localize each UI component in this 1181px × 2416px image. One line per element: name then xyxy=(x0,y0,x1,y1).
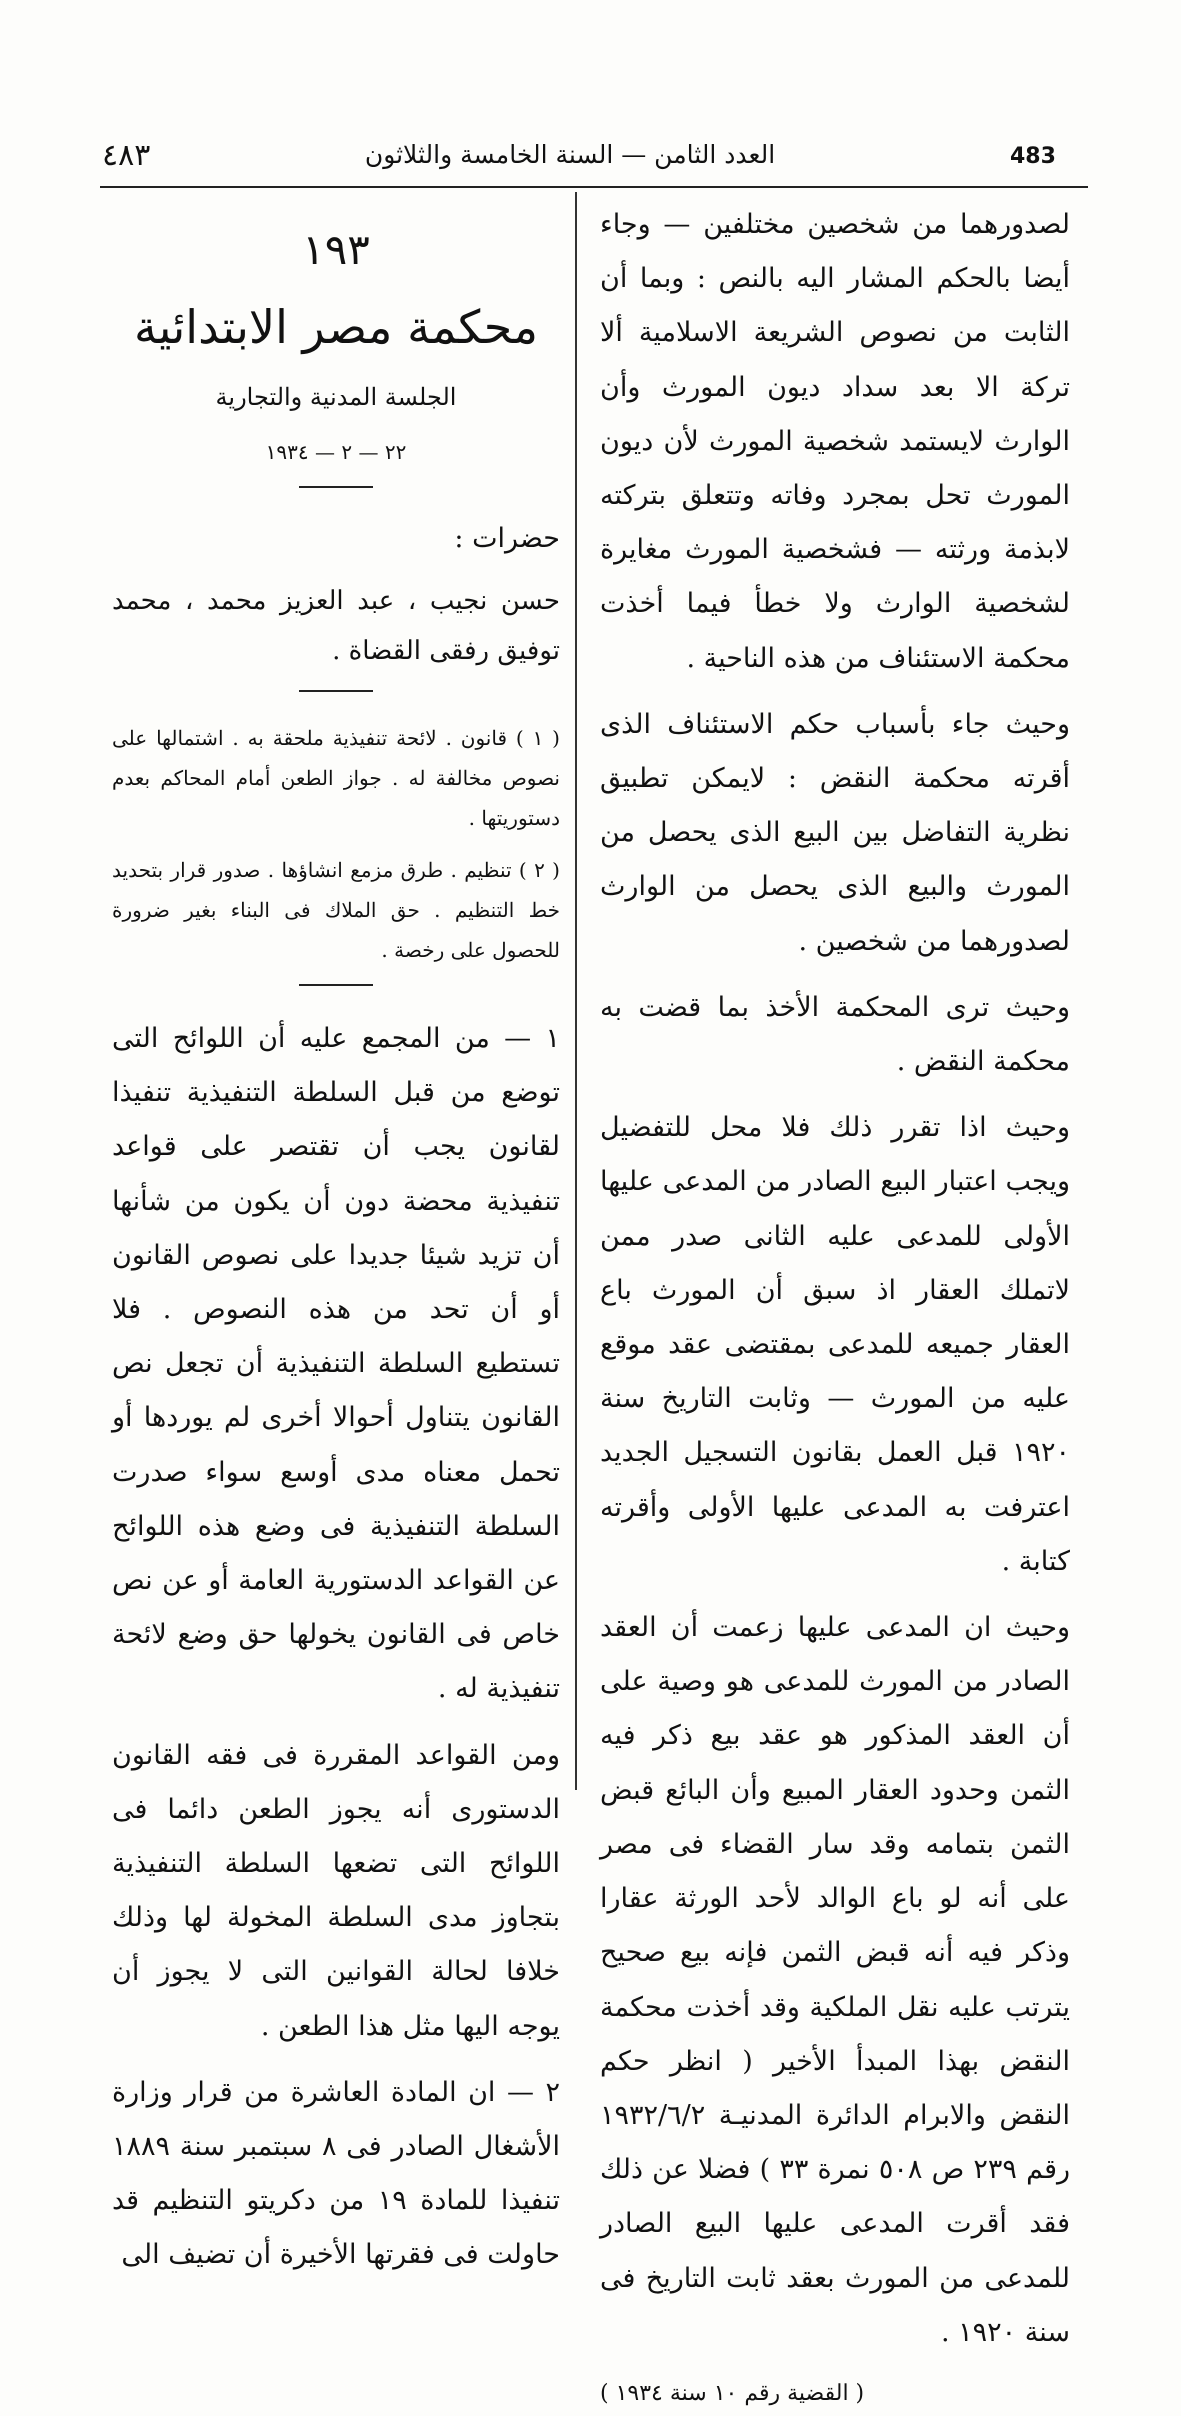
column-divider xyxy=(575,192,577,1790)
court-name: محكمة مصر الابتدائية xyxy=(133,300,539,354)
page-number-arabic: ٤٨٣ xyxy=(102,138,151,173)
section-rule xyxy=(299,486,373,488)
body-paragraph: لصدورهما من شخصين مختلفين — وجاء أيضا بالحكم المشار اليه بالنص : وبما أن الثابت من نصوص الشريعة الاسلامية ألا تركة الا بعد سداد ديون المورث وأن الوارث لايستمد شخصية المورث لأن ديون المورث تحل بمجرد وفاته وتتعلق بتركته لابذمة ورثته — فشخصية المورث مغايرة لشخصية الوارث ولا خطأ فيما أخذت محكمة الاستئناف من هذه الناحية . xyxy=(600,209,1070,674)
body-paragraph: وحيث اذا تقرر ذلك فلا محل للتفضيل ويجب اعتبار البيع الصادر من المدعى عليها الأولى للمدعى عليه الثانى صدر ممن لاتملك العقار اذ سبق أن المورث باع العقار جميعه للمدعى بمقتضى عقد موقع عليه من المورث — وثابت التاريخ سنة ١٩٢٠ قبل العمل بقانون التسجيل الجديد اعترفت به المدعى عليها الأولى وأقرته كتابة . xyxy=(600,1112,1070,1577)
headnote-summary: ( ٢ ) تنظيم . طرق مزمع انشاؤها . صدور قرار بتحديد خط التنظيم . حق الملاك فى البناء بغير ضرورة للحصول على رخصة . xyxy=(112,858,560,962)
body-paragraph: وحيث ترى المحكمة الأخذ بما قضت به محكمة النقض . xyxy=(600,991,1070,1078)
section-rule xyxy=(299,690,373,692)
body-paragraph: وحيث جاء بأسباب حكم الاستئناف الذى أقرته محكمة النقض : لايمكن تطبيق نظرية التفاضل بين البيع الذى يحصل من المورث والبيع الذى يحصل من الوارث لصدورهما من شخصين . xyxy=(600,708,1070,957)
case-number: ١٩٣ xyxy=(302,225,370,274)
left-column xyxy=(112,220,560,2295)
page-number-latin: 483 xyxy=(1010,144,1056,169)
session-date: ٢٢ — ٢ — ١٩٣٤ xyxy=(265,440,407,464)
body-paragraph: ومن القواعد المقررة فى فقه القانون الدستورى أنه يجوز الطعن دائما فى اللوائح التى تضعها السلطة التنفيذية بتجاوز مدى السلطة المخولة لها وذلك خلافا لحالة القوانين التى لا يجوز أن يوجه اليها مثل هذا الطعن . xyxy=(112,1739,560,2042)
section-rule xyxy=(299,984,373,986)
running-title: العدد الثامن — السنة الخامسة والثلاثون xyxy=(364,140,776,169)
headnote-summary: ( ١ ) قانون . لائحة تنفيذية ملحقة به . اشتمالها على نصوص مخالفة له . جواز الطعن أمام المحاكم بعدم دستوريتها . xyxy=(112,726,560,830)
attendees-names: حسن نجيب ، عبد العزيز محمد ، محمد توفيق رفقى القضاة . xyxy=(112,586,560,666)
body-paragraph: وحيث ان المدعى عليها زعمت أن العقد الصادر من المورث للمدعى هو وصية على أن العقد المذكور هو عقد بيع ذكر فيه الثمن وحدود العقار المبيع وأن البائع قبض الثمن بتمامه وقد سار القضاء فى مصر على أنه لو باع الوالد لأحد الورثة عقارا وذكر فيه أنه قبض الثمن فإنه بيع صحيح يترتب عليه نقل الملكية وقد أخذت محكمة النقض بهذا المبدأ الأخير ( انظر حكم النقض والابرام الدائرة المدنيـة ١٩٣٢/٦/٢ رقم ٢٣٩ ص ٥٠٨ نمرة ٣٣ ) فضلا عن ذلك فقد أقرت المدعى عليها البيع الصادر للمدعى من المورث بعقد ثابت التاريخ فى سنة ١٩٢٠ . xyxy=(600,1612,1071,2348)
right-column xyxy=(600,198,1070,2416)
session-title: الجلسة المدنية والتجارية xyxy=(215,383,457,411)
header-rule xyxy=(100,186,1088,188)
attendees-label: حضرات : xyxy=(454,523,560,554)
body-paragraph: ١ — من المجمع عليه أن اللوائح التى توضع من قبل السلطة التنفيذية تنفيذا لقانون يجب أن تقتصر على قواعد تنفيذية محضة دون أن يكون من شأنها أن تزيد شيئا جديدا على نصوص القانون أو أن تحد من هذه النصوص . فلا تستطيع السلطة التنفيذية أن تجعل نص القانون يتناول أحوالا أخرى لم يوردها أو تحمل معناه مدى أوسع سواء صدرت السلطة التنفيذية فى وضع هذه اللوائح عن القواعد الدستورية العامة أو عن نص خاص فى القانون يخولها حق وضع لائحة تنفيذية له . xyxy=(112,1023,560,1705)
case-reference: ( القضية رقم ١٠ سنة ١٩٣٤ ) xyxy=(600,2380,865,2406)
body-paragraph: ٢ — ان المادة العاشرة من قرار وزارة الأشغال الصادر فى ٨ سبتمبر سنة ١٨٨٩ تنفيذا للمادة ١٩ من دكريتو التنظيم قد حاولت فى فقرتها الأخيرة أن تضيف الى xyxy=(112,2076,560,2271)
